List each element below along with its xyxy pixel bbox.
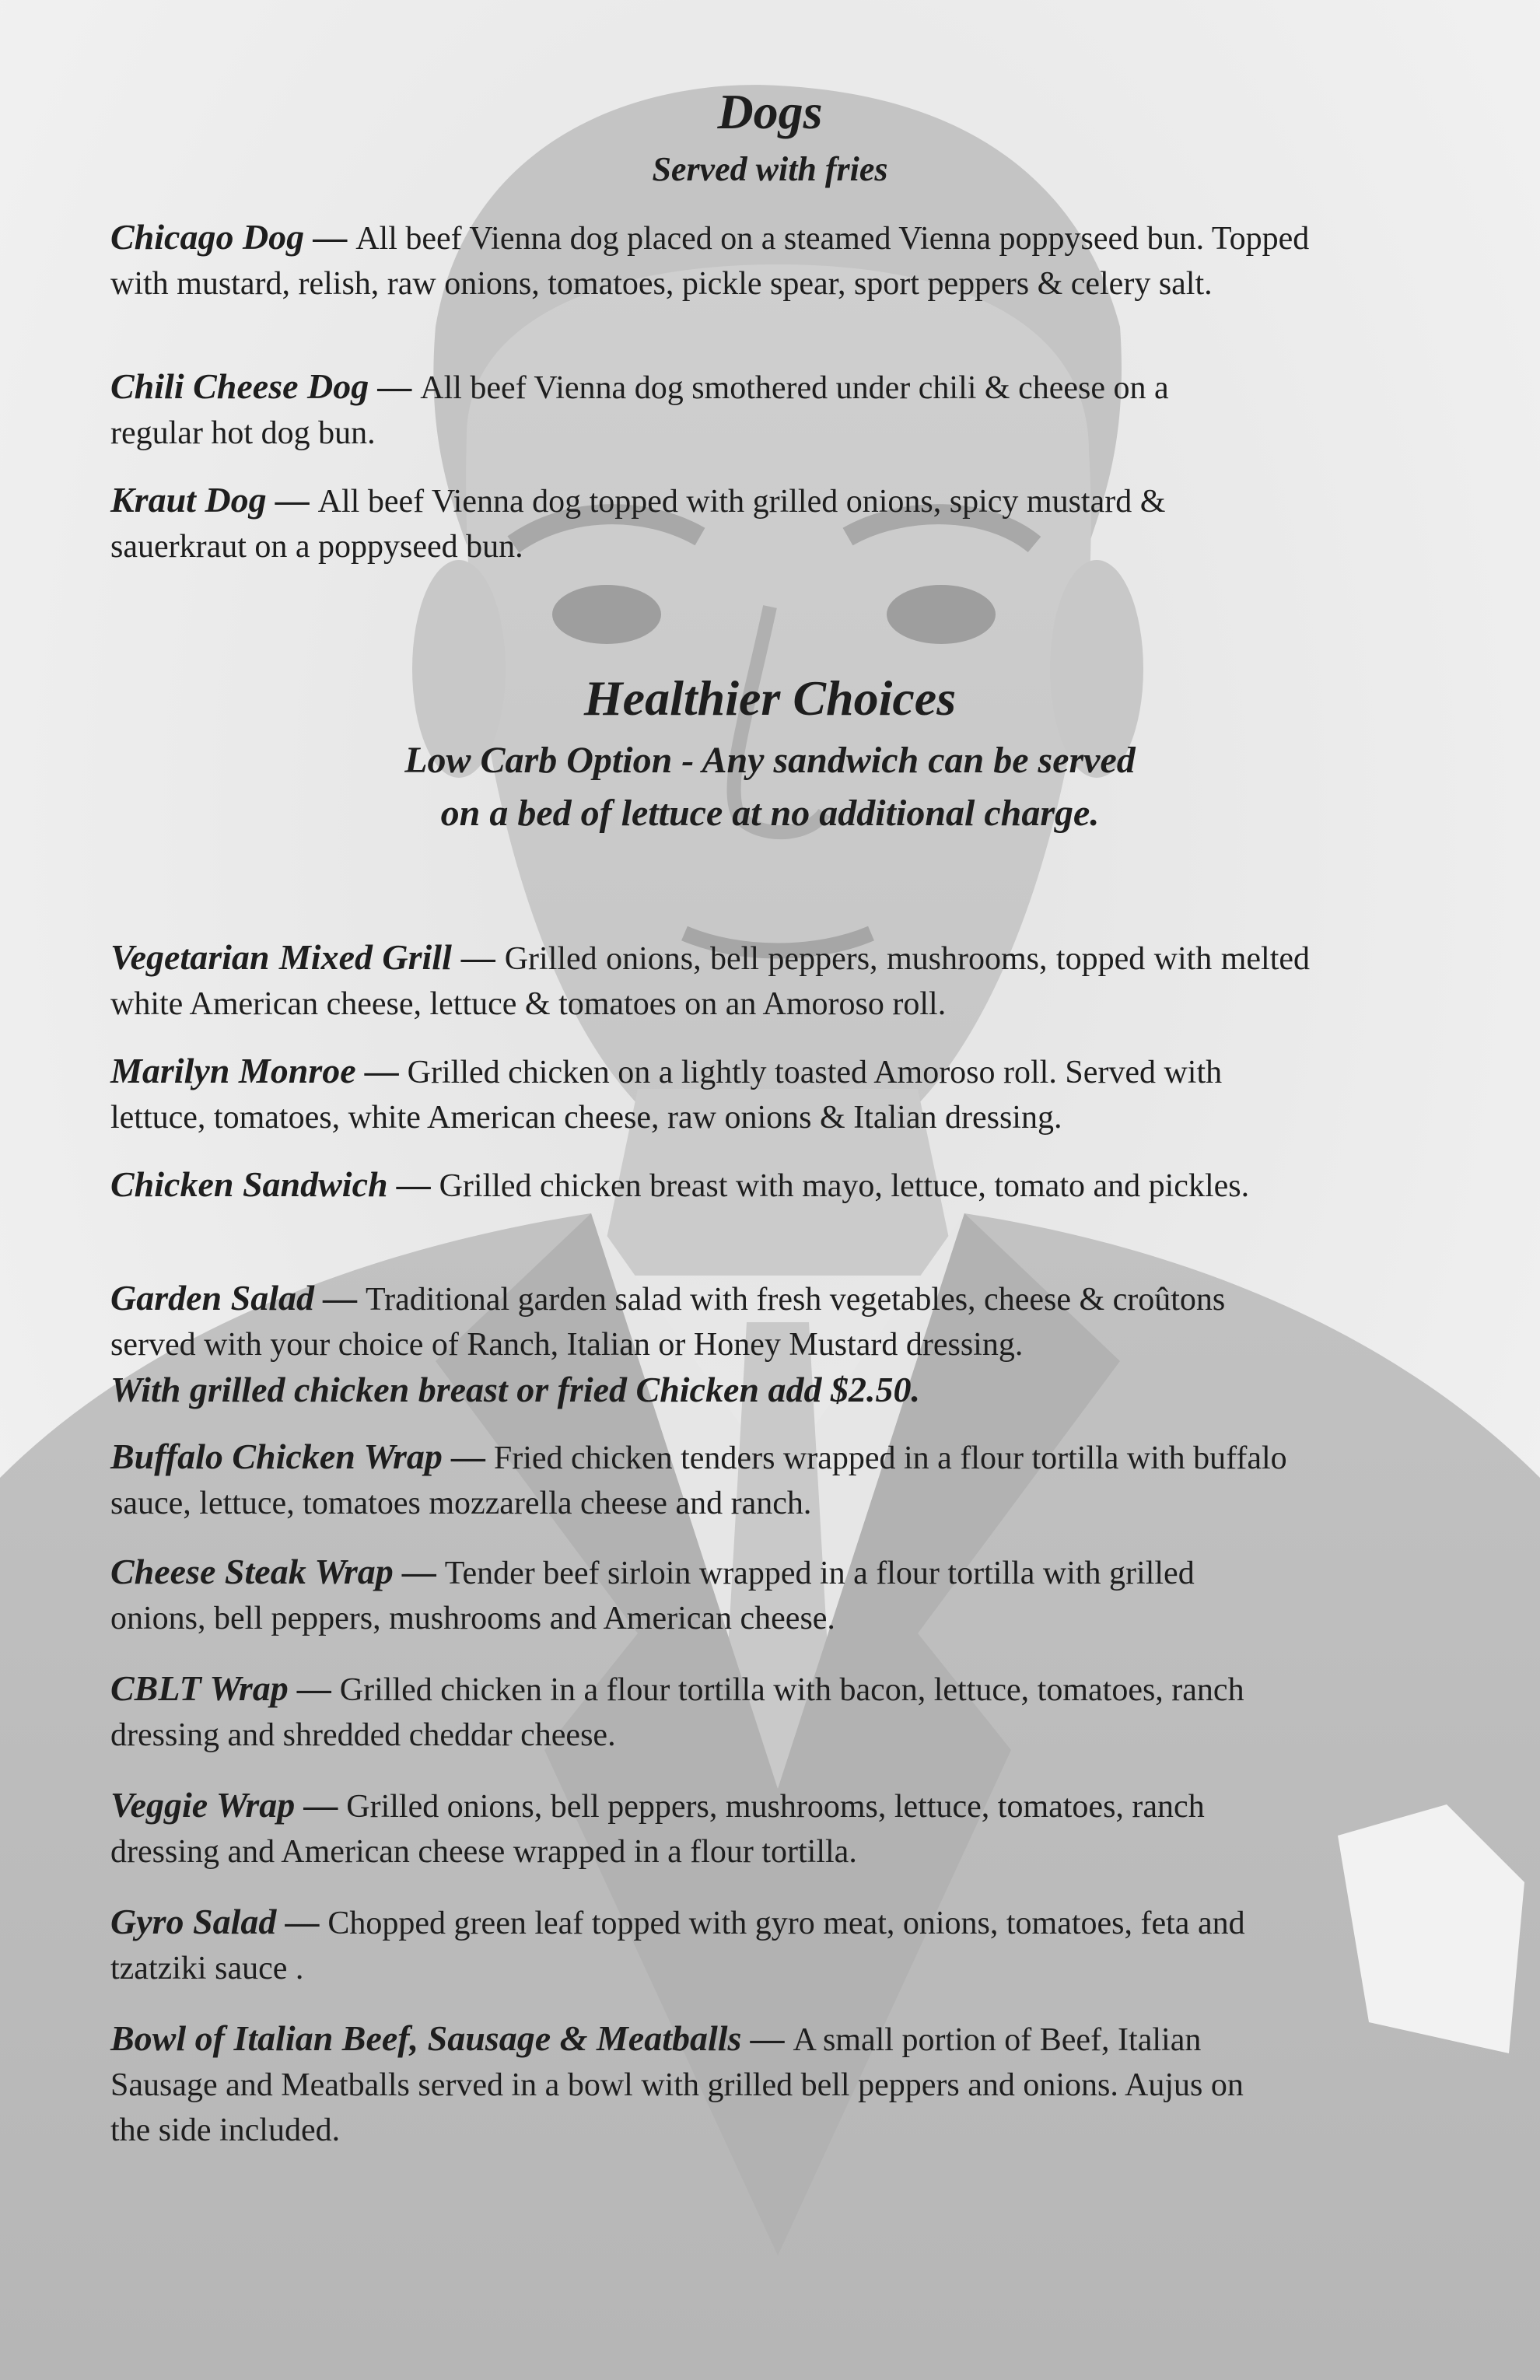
- item-separator: —: [295, 1787, 347, 1825]
- menu-item-chicken-sandwich: [110, 1162, 1310, 1209]
- menu-item-garden-salad: [110, 1276, 1293, 1412]
- dogs-section-subtitle: Served with fries: [652, 150, 888, 188]
- item-description: All beef Vienna dog placed on a steamed Vienna poppyseed bun. Topped with mustard, relish, raw onions, tomatoes, pickle spear, sport peppers & celery salt.: [110, 221, 1310, 302]
- item-description: Grilled chicken in a flour tortilla with bacon, lettuce, tomatoes, ranch dressing and shredded cheddar cheese.: [110, 1672, 1244, 1753]
- item-addon-note: With grilled chicken breast or fried Chicken add $2.50.: [110, 1370, 920, 1409]
- item-description: Grilled chicken on a lightly toasted Amoroso roll. Served with lettuce, tomatoes, white American cheese, raw onions & Italian dressing.: [110, 1055, 1223, 1136]
- item-separator: —: [355, 1052, 408, 1090]
- menu-item-cheese-steak-wrap: [110, 1549, 1293, 1641]
- item-description: Traditional garden salad with fresh vegetables, cheese & croûtons served with your choice of Ranch, Italian or Honey Mustard dressing.: [110, 1282, 1226, 1363]
- item-name: Gyro Salad: [110, 1902, 277, 1941]
- item-name: Vegetarian Mixed Grill: [110, 937, 452, 977]
- item-separator: —: [741, 2020, 793, 2058]
- healthier-subtitle-line2: on a bed of lettuce at no additional charge.: [440, 793, 1100, 834]
- item-description: All beef Vienna dog smothered under chili & cheese on a regular hot dog bun.: [110, 370, 1169, 451]
- item-separator: —: [442, 1438, 494, 1476]
- menu-item-veggie-wrap: [110, 1783, 1293, 1874]
- item-name: Bowl of Italian Beef, Sausage & Meatballs: [110, 2018, 742, 2058]
- item-name: Garden Salad: [110, 1278, 314, 1318]
- item-separator: —: [313, 1279, 366, 1318]
- item-separator: —: [369, 368, 421, 406]
- item-name: Veggie Wrap: [110, 1785, 296, 1825]
- item-separator: —: [387, 1166, 439, 1204]
- item-description: A small portion of Beef, Italian Sausage and Meatballs served in a bowl with grilled bell peppers and onions. Aujus on the side included.: [110, 2022, 1244, 2148]
- menu-item-gyro-salad: [110, 1899, 1293, 1991]
- menu-item-vegetarian-mixed-grill: [110, 935, 1310, 1027]
- item-name: Marilyn Monroe: [110, 1051, 356, 1090]
- item-name: Buffalo Chicken Wrap: [110, 1437, 443, 1476]
- healthier-subtitle-line1: Low Carb Option - Any sandwich can be served: [404, 740, 1136, 781]
- item-description: All beef Vienna dog topped with grilled onions, spicy mustard & sauerkraut on a poppyseed bun.: [110, 484, 1166, 565]
- item-description: Grilled onions, bell peppers, mushrooms, lettuce, tomatoes, ranch dressing and American cheese wrapped in a flour tortilla.: [110, 1789, 1205, 1870]
- menu-item-buffalo-chicken-wrap: [110, 1434, 1293, 1526]
- item-separator: —: [304, 219, 356, 257]
- menu-item-marilyn-monroe: [110, 1048, 1310, 1140]
- menu-item-chili-cheese-dog: [110, 364, 1246, 456]
- item-separator: —: [276, 1903, 328, 1941]
- item-description: Chopped green leaf topped with gyro meat, onions, tomatoes, feta and tzatziki sauce .: [110, 1906, 1245, 1986]
- item-name: Kraut Dog: [110, 480, 267, 520]
- item-name: Chicago Dog: [110, 217, 305, 257]
- item-name: Chicken Sandwich: [110, 1164, 388, 1204]
- menu-item-cblt-wrap: [110, 1666, 1310, 1758]
- item-description: Grilled onions, bell peppers, mushrooms, topped with melted white American cheese, lettuce & tomatoes on an Amoroso roll.: [110, 941, 1311, 1022]
- item-separator: —: [451, 939, 505, 977]
- item-description: Tender beef sirloin wrapped in a flour tortilla with grilled onions, bell peppers, mushrooms and American cheese.: [110, 1556, 1195, 1636]
- menu-item-kraut-dog: [110, 478, 1184, 569]
- healthier-section-title: Healthier Choices: [583, 670, 957, 726]
- menu-item-bowl-italian-beef-sausage-meatballs: [110, 2016, 1277, 2153]
- dogs-section-title: Dogs: [717, 84, 823, 139]
- item-separator: —: [393, 1553, 445, 1591]
- item-separator: —: [266, 481, 318, 520]
- item-name: Cheese Steak Wrap: [110, 1552, 394, 1591]
- item-separator: —: [288, 1670, 340, 1708]
- item-name: CBLT Wrap: [110, 1668, 289, 1708]
- menu-item-chicago-dog: [110, 215, 1310, 306]
- item-description: Fried chicken tenders wrapped in a flour tortilla with buffalo sauce, lettuce, tomatoes mozzarella cheese and ranch.: [110, 1440, 1287, 1521]
- item-description: Grilled chicken breast with mayo, lettuce, tomato and pickles.: [439, 1168, 1250, 1204]
- item-name: Chili Cheese Dog: [110, 366, 369, 406]
